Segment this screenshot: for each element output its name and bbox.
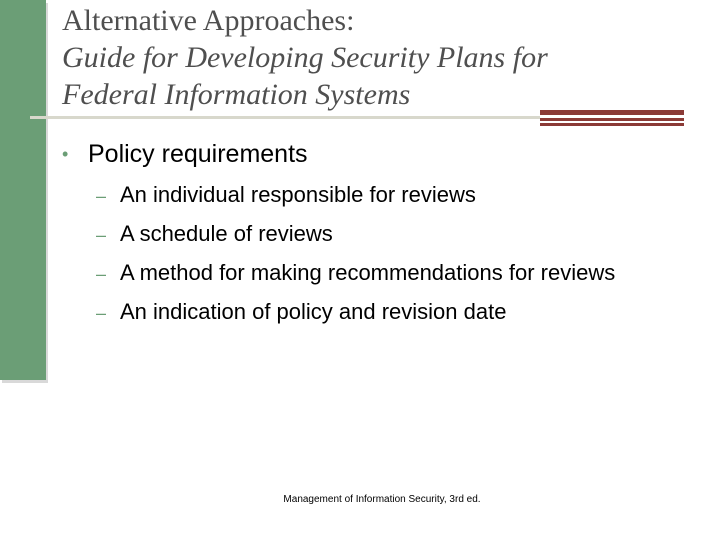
title-divider [30, 116, 540, 119]
sub-bullet-text: A method for making recommendations for reviews [120, 260, 616, 285]
slide-footer: Management of Information Security, 3rd ed. [283, 494, 481, 505]
sub-bullet-marker: – [96, 186, 107, 206]
bullet-marker: • [62, 144, 69, 164]
sub-bullet-item [96, 215, 615, 254]
sub-bullet-item [96, 254, 615, 293]
sub-bullet-list [96, 176, 615, 332]
title-divider-accent [540, 110, 684, 115]
title-line-2: Guide for Developing Security Plans for [62, 41, 548, 74]
title-line-3: Federal Information Systems [62, 78, 411, 111]
title-line-1: Alternative Approaches: [62, 4, 355, 37]
sub-bullet-text: An individual responsible for reviews [120, 182, 476, 207]
sub-bullet-text: A schedule of reviews [120, 221, 333, 246]
sub-bullet-text: An indication of policy and revision date [120, 299, 507, 324]
bullet-policy-requirements [62, 138, 308, 170]
bullet-text: Policy requirements [88, 140, 308, 168]
slide-title [62, 2, 712, 113]
sub-bullet-marker: – [96, 225, 107, 245]
sub-bullet-item [96, 293, 615, 332]
sub-bullet-marker: – [96, 303, 107, 323]
title-divider-accent [540, 123, 684, 126]
sub-bullet-item [96, 176, 615, 215]
title-divider-accent [540, 118, 684, 121]
sub-bullet-marker: – [96, 264, 107, 284]
side-accent-bar [0, 0, 46, 380]
